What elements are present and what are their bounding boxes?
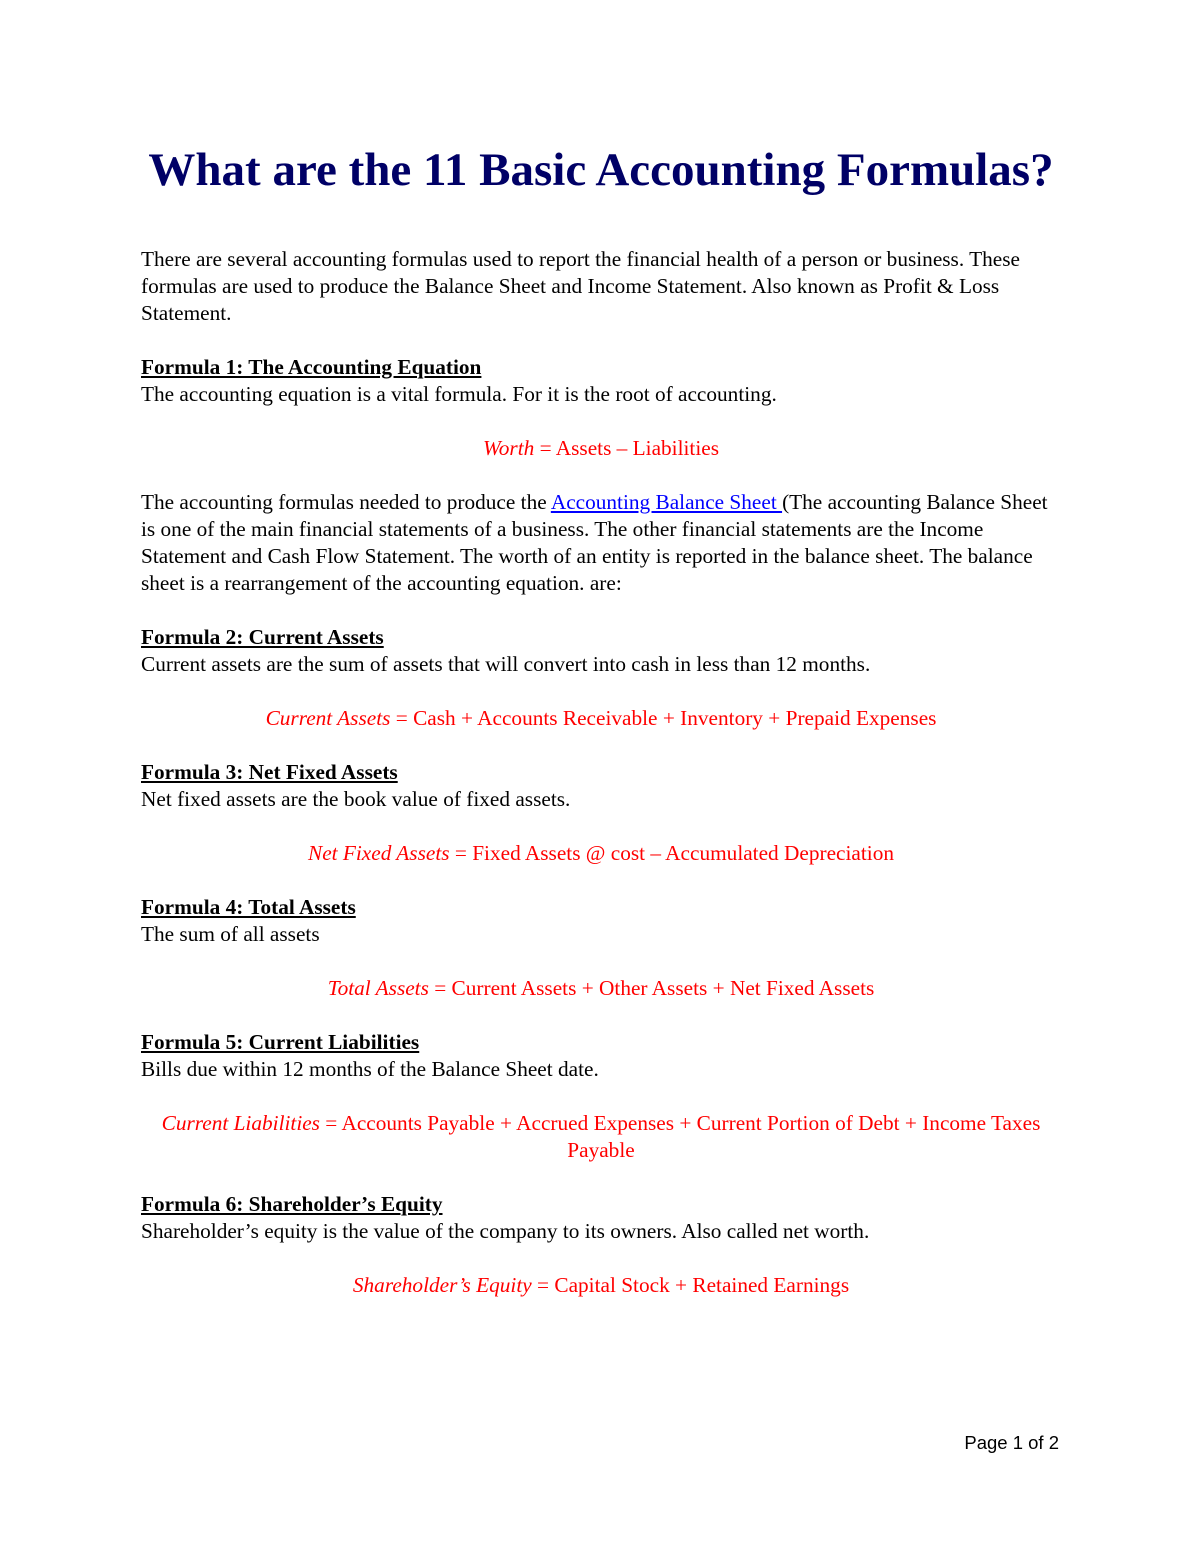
formula-5-lhs: Current Liabilities bbox=[161, 1111, 320, 1135]
formula-2-rhs: = Cash + Accounts Receivable + Inventory + Prepaid Expenses bbox=[390, 706, 937, 730]
formula-3-rhs: = Fixed Assets @ cost – Accumulated Depreciation bbox=[449, 841, 895, 865]
formula-5-equation bbox=[141, 1110, 1061, 1164]
formula-1-lhs: Worth bbox=[482, 436, 535, 460]
formula-2-description: Current assets are the sum of assets that will convert into cash in less than 12 months. bbox=[141, 652, 871, 676]
formula-5-description: Bills due within 12 months of the Balance Sheet date. bbox=[141, 1057, 599, 1081]
formula-1-rhs: = Assets – Liabilities bbox=[534, 436, 720, 460]
page-title: What are the 11 Basic Accounting Formulas? bbox=[148, 144, 1054, 196]
balance-sheet-paragraph bbox=[141, 489, 1061, 597]
balance-sheet-text-after: (The accounting Balance Sheet is one of the main financial statements of a business. The other financial statements are the Income Statement and Cash Flow Statement. The worth of an entity is reported in the balance sheet. The balance sheet is a rearrangement of the accounting equation. are: bbox=[141, 490, 1048, 595]
accounting-balance-sheet-link[interactable]: Accounting Balance Sheet bbox=[550, 490, 783, 514]
formula-4-lhs: Total Assets bbox=[327, 976, 429, 1000]
formula-3-heading: Formula 3: Net Fixed Assets bbox=[141, 760, 398, 784]
document-body bbox=[141, 140, 1061, 1299]
balance-sheet-text-before: The accounting formulas needed to produce the bbox=[141, 490, 551, 514]
formula-3-equation bbox=[141, 840, 1061, 867]
formula-4-rhs: = Current Assets + Other Assets + Net Fixed Assets bbox=[428, 976, 875, 1000]
page-number: Page 1 of 2 bbox=[964, 1432, 1059, 1453]
formula-6-lhs: Shareholder’s Equity bbox=[352, 1273, 532, 1297]
formula-3-lhs: Net Fixed Assets bbox=[307, 841, 450, 865]
formula-5-rhs: = Accounts Payable + Accrued Expenses + Current Portion of Debt + Income Taxes Payable bbox=[319, 1111, 1041, 1162]
formula-3-description: Net fixed assets are the book value of fixed assets. bbox=[141, 787, 571, 811]
formula-2-lhs: Current Assets bbox=[265, 706, 391, 730]
formula-4-heading: Formula 4: Total Assets bbox=[141, 895, 356, 919]
formula-6-description: Shareholder’s equity is the value of the company to its owners. Also called net worth. bbox=[141, 1219, 870, 1243]
formula-6-rhs: = Capital Stock + Retained Earnings bbox=[531, 1273, 850, 1297]
formula-6-heading: Formula 6: Shareholder’s Equity bbox=[141, 1192, 443, 1216]
formula-4-description: The sum of all assets bbox=[141, 922, 320, 946]
formula-6-equation bbox=[141, 1272, 1061, 1299]
formula-4-equation bbox=[141, 975, 1061, 1002]
formula-5-heading: Formula 5: Current Liabilities bbox=[141, 1030, 420, 1054]
intro-paragraph: There are several accounting formulas used to report the financial health of a person or business. These formulas are used to produce the Balance Sheet and Income Statement. Also known as Profit & Loss Statement. bbox=[141, 247, 1020, 325]
formula-2-equation bbox=[141, 705, 1061, 732]
formula-2-heading: Formula 2: Current Assets bbox=[141, 625, 384, 649]
formula-1-heading: Formula 1: The Accounting Equation bbox=[141, 355, 482, 379]
formula-1-description: The accounting equation is a vital formula. For it is the root of accounting. bbox=[141, 382, 777, 406]
formula-1-equation bbox=[141, 435, 1061, 462]
